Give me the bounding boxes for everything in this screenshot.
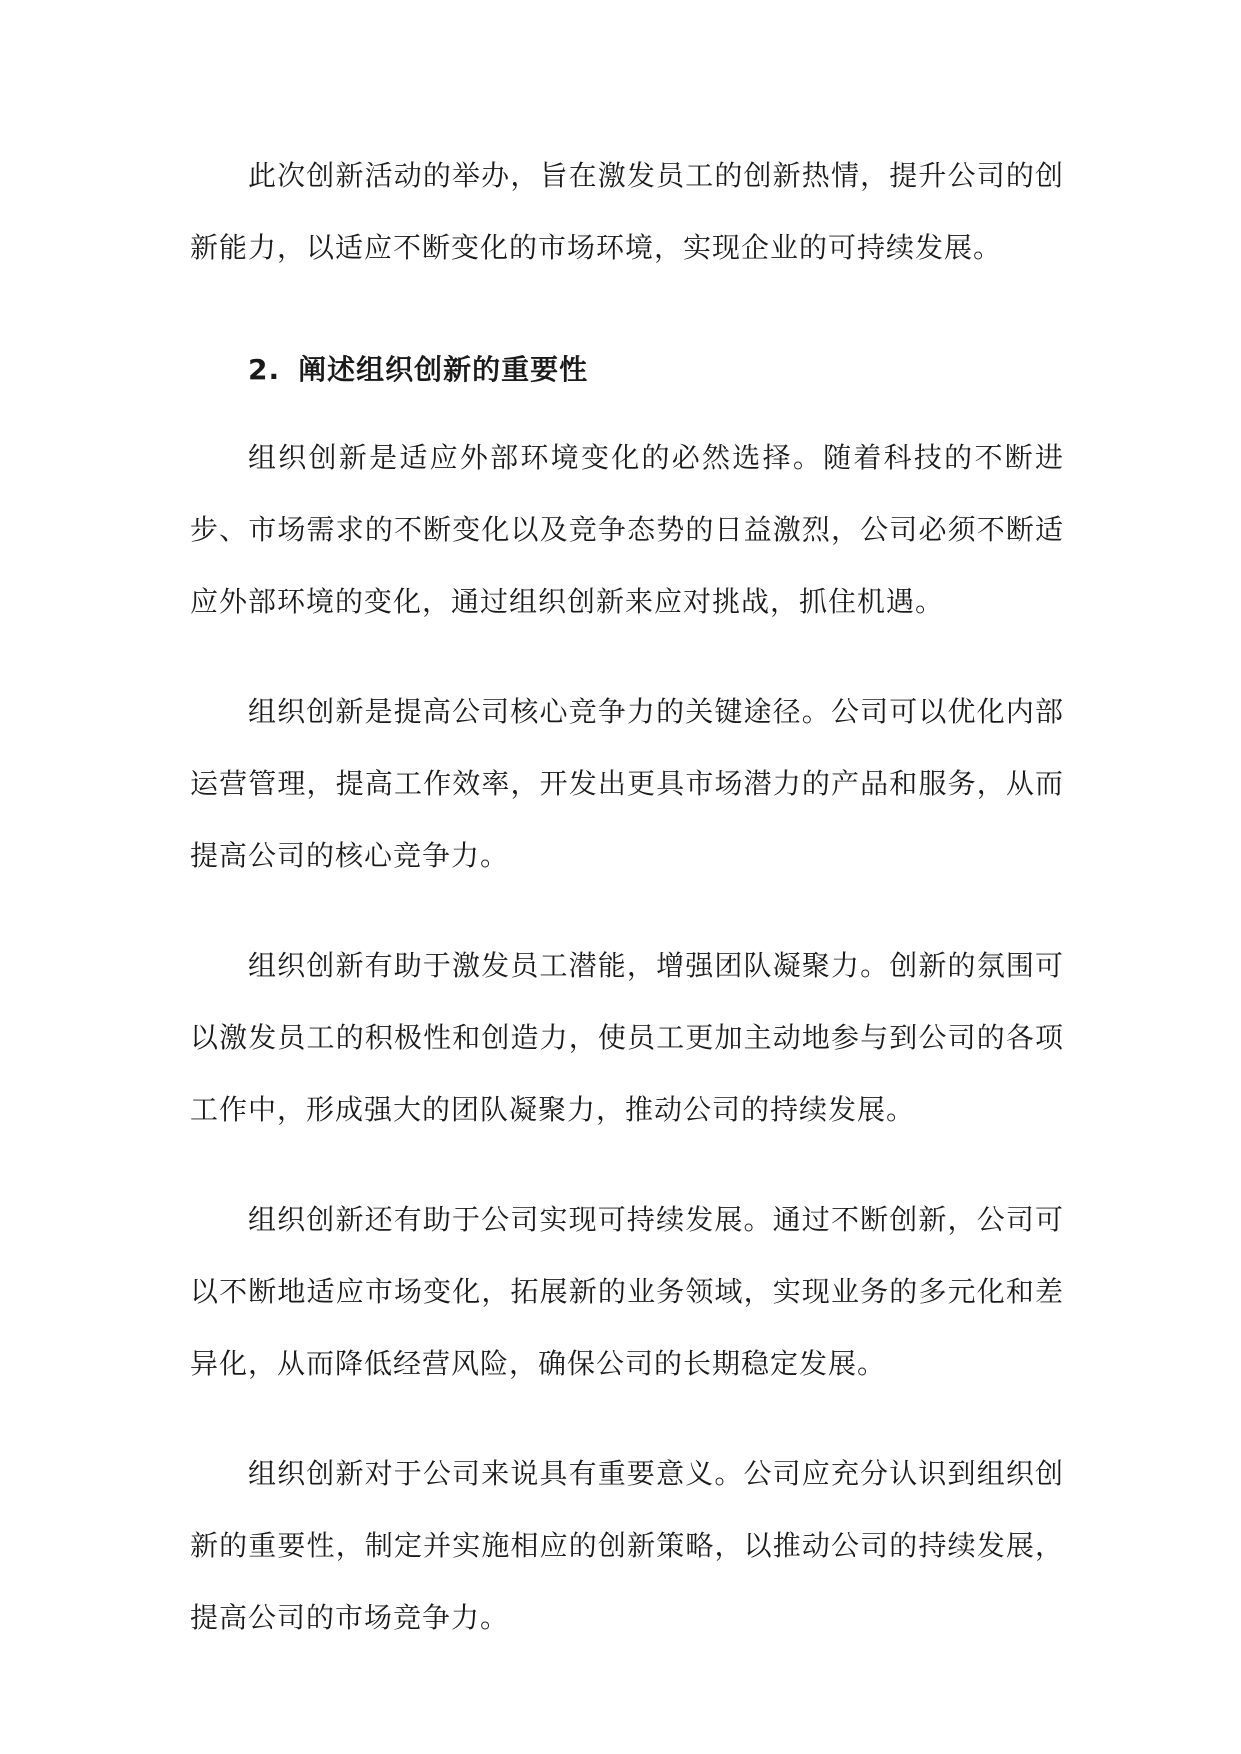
paragraph-sustainable-development: 组织创新还有助于公司实现可持续发展。通过不断创新，公司可以不断地适应市场变化，拓展新的业务领域，实现业务的多元化和差异化，从而降低经营风险，确保公司的长期稳定发展。 <box>190 1203 1064 1380</box>
paragraph-conclusion: 组织创新对于公司来说具有重要意义。公司应充分认识到组织创新的重要性，制定并实施相应的创新策略，以推动公司的持续发展，提高公司的市场竞争力。 <box>190 1457 1064 1634</box>
intro-paragraph: 此次创新活动的举办，旨在激发员工的创新热情，提升公司的创新能力，以适应不断变化的市场环境，实现企业的可持续发展。 <box>190 159 1064 264</box>
paragraph-adapt-environment: 组织创新是适应外部环境变化的必然选择。随着科技的不断进步、市场需求的不断变化以及竞争态势的日益激烈，公司必须不断适应外部环境的变化，通过组织创新来应对挑战，抓住机遇。 <box>190 441 1064 618</box>
section-heading <box>190 334 1064 406</box>
document-body <box>190 140 1064 1692</box>
section-title: 阐述组织创新的重要性 <box>298 353 589 386</box>
section-number: 2. <box>248 353 281 386</box>
paragraph-employee-potential: 组织创新有助于激发员工潜能，增强团队凝聚力。创新的氛围可以激发员工的积极性和创造力，使员工更加主动地参与到公司的各项工作中，形成强大的团队凝聚力，推动公司的持续发展。 <box>190 949 1064 1126</box>
paragraph-core-competitiveness: 组织创新是提高公司核心竞争力的关键途径。公司可以优化内部运营管理，提高工作效率，开发出更具市场潜力的产品和服务，从而提高公司的核心竞争力。 <box>190 695 1064 872</box>
